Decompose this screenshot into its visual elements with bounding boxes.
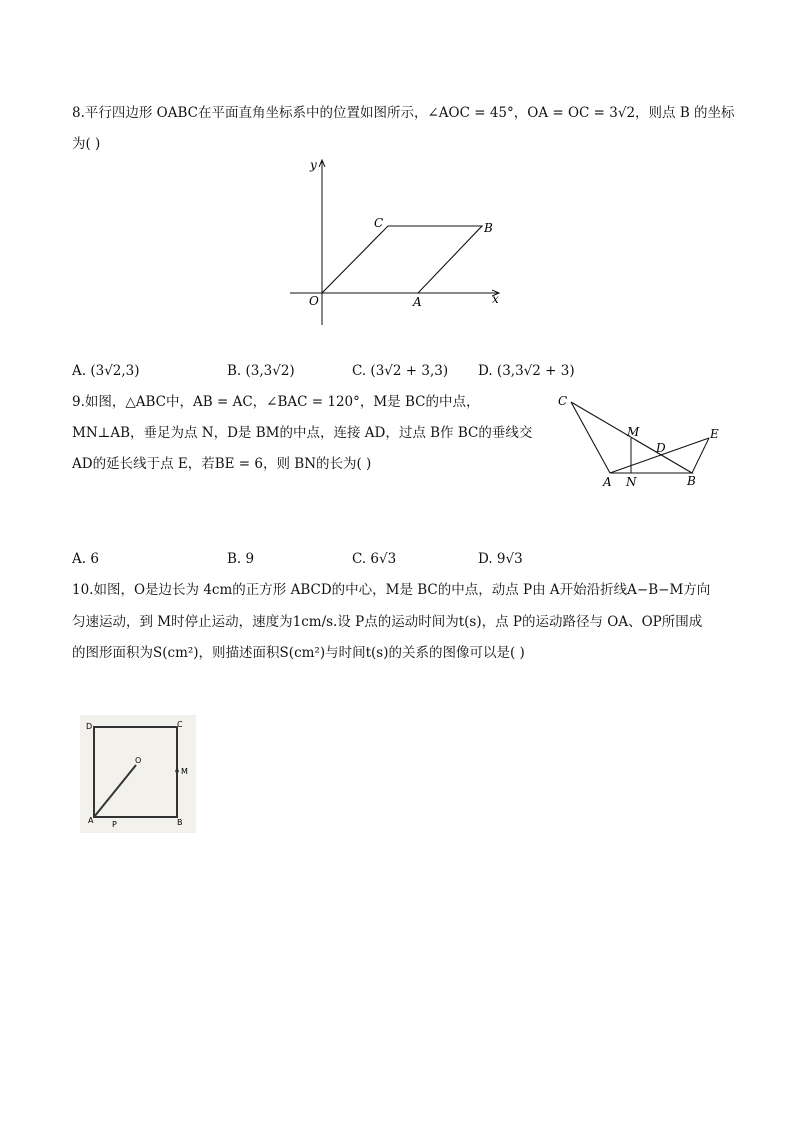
q10-label-m: M <box>181 767 188 776</box>
q9-option-d[interactable]: D. 9√3 <box>478 551 523 567</box>
q8-option-d[interactable]: D. (3,3√2 + 3) <box>478 363 575 379</box>
q9-label-c: C <box>558 394 568 408</box>
q10-label-o: O <box>135 756 142 765</box>
q8-line-1: 8.平行四边形 OABC在平面直角坐标系中的位置如图所示，∠AOC = 45°，OA = OC = 3√2，则点 B 的坐标 <box>72 105 735 121</box>
q8-label-y: y <box>310 158 317 172</box>
q8-label-x: x <box>492 292 499 306</box>
q10-label-a: A <box>88 816 94 825</box>
q8-label-b: B <box>484 221 493 235</box>
q9-label-b: B <box>687 474 696 488</box>
q8-label-c: C <box>374 216 384 230</box>
q8-option-a[interactable]: A. (3√2,3) <box>72 363 140 379</box>
q9-option-b[interactable]: B. 9 <box>227 551 255 567</box>
q8-option-c[interactable]: C. (3√2 + 3,3) <box>352 363 449 379</box>
q9-line-2: MN⊥AB，垂足为点 N，D是 BM的中点，连接 AD，过点 B作 BC的垂线交 <box>72 425 533 441</box>
q9-line-3: AD的延长线于点 E，若BE = 6，则 BN的长为( ) <box>72 456 372 472</box>
q9-label-n: N <box>626 475 637 489</box>
q8-parallelogram-figure <box>285 155 510 330</box>
q10-square-figure <box>80 715 196 833</box>
q10-point-m <box>175 769 179 773</box>
q10-line-3: 的图形面积为S(cm²)，则描述面积S(cm²)与时间t(s)的关系的图像可以是( ) <box>72 645 525 661</box>
q8-label-o: O <box>309 294 319 308</box>
q9-label-a: A <box>603 475 612 489</box>
q10-label-b: B <box>177 818 183 827</box>
q8-line-2: 为( ) <box>72 136 101 152</box>
q9-label-d: D <box>656 441 666 455</box>
q10-line-1: 10.如图，O是边长为 4cm的正方形 ABCD的中心，M是 BC的中点，动点 P由 A开始沿折线A−B−M方向 <box>72 582 711 598</box>
q8-label-a: A <box>413 295 422 309</box>
q10-line-2: 匀速运动，到 M时停止运动，速度为1cm/s.设 P点的运动时间为t(s)，点 P的运动路径与 OA、OP所围成 <box>72 614 703 630</box>
q9-triangle-figure <box>552 390 727 490</box>
q8-option-b[interactable]: B. (3,3√2) <box>227 363 295 379</box>
q9-label-e: E <box>710 427 719 441</box>
q9-label-m: M <box>627 425 640 439</box>
q9-line-1: 9.如图，△ABC中，AB = AC，∠BAC = 120°，M是 BC的中点， <box>72 394 480 410</box>
q10-label-d: D <box>86 722 93 731</box>
q9-option-a[interactable]: A. 6 <box>72 551 99 567</box>
q10-label-c: C <box>177 720 183 729</box>
q10-label-p: P <box>112 820 117 829</box>
q9-option-c[interactable]: C. 6√3 <box>352 551 397 567</box>
q8-parallelogram-oabc <box>322 226 482 293</box>
